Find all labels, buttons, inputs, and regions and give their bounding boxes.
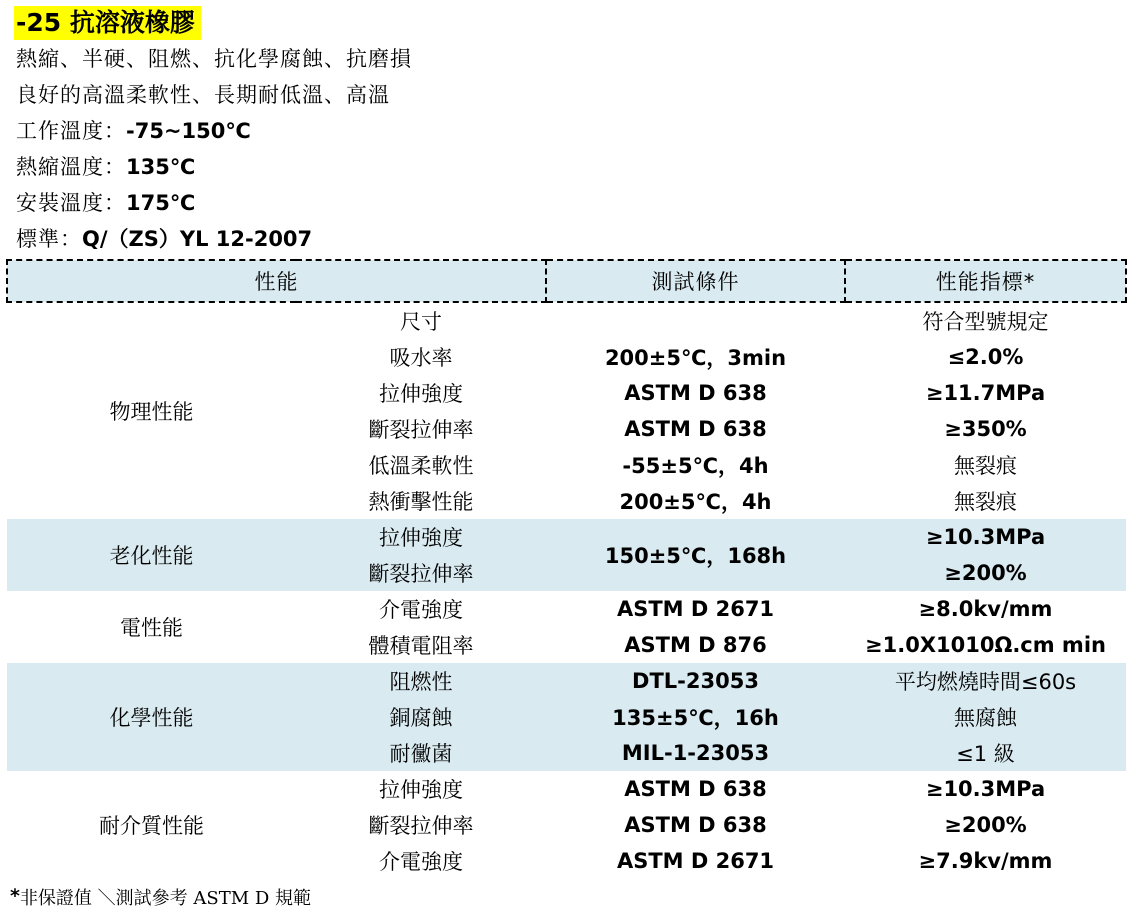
- footnote-asterisk: *: [10, 885, 20, 907]
- description-line: 良好的高溫柔軟性、長期耐低溫、高溫: [16, 83, 390, 107]
- spec-label: 標準：: [16, 227, 82, 251]
- indicator-cell: 符合型號規定: [922, 310, 1049, 334]
- property-cell: 介電強度: [379, 850, 463, 874]
- condition-cell: ASTM D 2671: [616, 849, 775, 873]
- indicator-cell: 無腐蝕: [845, 699, 1126, 735]
- property-cell: 拉伸強度: [379, 778, 463, 802]
- property-cell: 阻燃性: [296, 663, 546, 699]
- table-header-row: [7, 260, 1126, 302]
- property-cell: 耐黴菌: [296, 735, 546, 771]
- indicator-cell: ≥7.9kv/mm: [918, 849, 1053, 873]
- condition-cell: 200±5℃，4h: [619, 490, 772, 514]
- footnote-text: 非保證值 ＼測試參考 ASTM D 規範: [19, 888, 312, 909]
- indicator-cell: ≥200%: [845, 555, 1126, 591]
- property-cell: 拉伸強度: [379, 382, 463, 406]
- table-row: [7, 302, 1126, 339]
- group-cell: 化學性能: [7, 663, 296, 771]
- condition-cell: 200±5℃，3min: [604, 346, 787, 370]
- indicator-cell: ≥1.0X1010Ω.cm min: [865, 633, 1106, 657]
- header-indicator: 性能指標*: [845, 260, 1126, 302]
- table-row: [7, 771, 1126, 807]
- table-row: [7, 591, 1126, 627]
- condition-cell: [546, 302, 845, 339]
- condition-cell: ASTM D 638: [624, 777, 767, 801]
- group-cell: 耐介質性能: [99, 814, 204, 838]
- indicator-cell: ≥350%: [944, 417, 1027, 441]
- condition-cell: 135±5℃，16h: [546, 699, 845, 735]
- spec-value: Q/（ZS）YL 12-2007: [82, 227, 313, 251]
- condition-cell: ASTM D 638: [624, 381, 767, 405]
- property-cell: 熱衝擊性能: [368, 490, 474, 514]
- property-cell: 斷裂拉伸率: [368, 814, 474, 838]
- property-cell: 介電強度: [379, 598, 463, 622]
- indicator-cell: ≥10.3MPa: [845, 519, 1126, 555]
- spec-line-standard: [0, 221, 1134, 257]
- indicator-cell: ≥8.0kv/mm: [918, 597, 1053, 621]
- group-cell: 電性能: [120, 616, 183, 640]
- spec-value: 135℃: [126, 155, 196, 179]
- spec-value: -75~150℃: [126, 119, 251, 143]
- condition-cell: ASTM D 2671: [616, 597, 775, 621]
- indicator-cell: ≤2.0%: [947, 345, 1024, 369]
- table-row: [7, 663, 1126, 699]
- header-condition: 測試條件: [546, 260, 845, 302]
- table-row: [7, 519, 1126, 555]
- spec-value: 175℃: [126, 191, 196, 215]
- spec-line-install-temp: [0, 185, 1134, 221]
- condition-cell: DTL-23053: [546, 663, 845, 699]
- indicator-cell: 無裂痕: [954, 490, 1017, 514]
- title-line: [0, 3, 1134, 41]
- spec-label: 熱縮溫度：: [16, 155, 126, 179]
- indicator-cell: 無裂痕: [954, 454, 1017, 478]
- properties-table: [6, 259, 1127, 879]
- page-title: -25 抗溶液橡膠: [14, 6, 201, 40]
- group-cell: 物理性能: [109, 400, 194, 424]
- condition-cell: ASTM D 876: [624, 633, 767, 657]
- indicator-cell: ≥11.7MPa: [925, 381, 1046, 405]
- header-property: 性能: [7, 260, 546, 302]
- condition-cell: -55±5℃，4h: [622, 454, 769, 478]
- indicator-cell: ≥10.3MPa: [925, 777, 1046, 801]
- property-cell: 吸水率: [389, 346, 453, 370]
- footnote: [0, 884, 1134, 911]
- group-cell: 老化性能: [7, 519, 296, 591]
- spec-label: 安裝溫度：: [16, 191, 126, 215]
- property-cell: 斷裂拉伸率: [368, 418, 474, 442]
- condition-cell: ASTM D 638: [624, 417, 767, 441]
- description-line: 熱縮、半硬、阻燃、抗化學腐蝕、抗磨損: [16, 47, 412, 71]
- indicator-cell: 平均燃燒時間≤60s: [845, 663, 1126, 699]
- table-header: [7, 260, 1126, 302]
- condition-cell: 150±5℃，168h: [546, 519, 845, 591]
- condition-cell: MIL-1-23053: [546, 735, 845, 771]
- property-cell: 尺寸: [400, 310, 442, 334]
- property-cell: 斷裂拉伸率: [296, 555, 546, 591]
- property-cell: 拉伸強度: [296, 519, 546, 555]
- property-cell: 體積電阻率: [368, 634, 474, 658]
- property-cell: 低溫柔軟性: [368, 454, 474, 478]
- indicator-cell: ≤1 級: [845, 735, 1126, 771]
- spec-label: 工作溫度：: [16, 119, 126, 143]
- spec-line-working-temp: [0, 113, 1134, 149]
- condition-cell: ASTM D 638: [624, 813, 767, 837]
- spec-line-shrink-temp: [0, 149, 1134, 185]
- indicator-cell: ≥200%: [944, 813, 1027, 837]
- property-cell: 銅腐蝕: [296, 699, 546, 735]
